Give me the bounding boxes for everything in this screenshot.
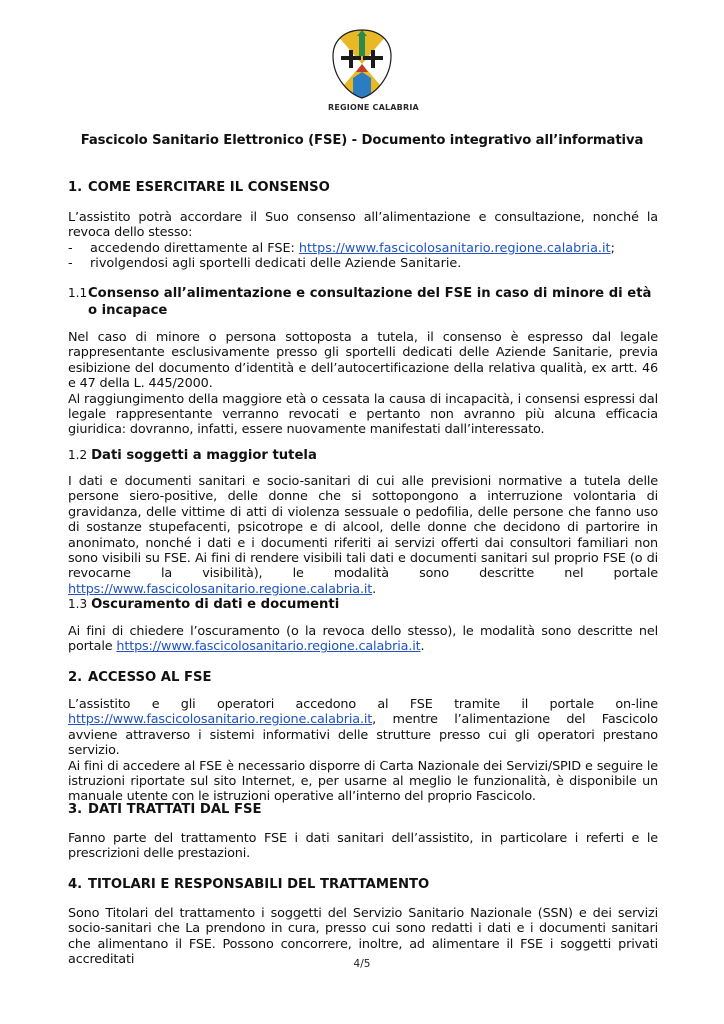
paragraph: Nel caso di minore o persona sottoposta a tutela, il consenso è espresso dal legale rappresentante esclusivamente presso gli sportelli dedicati delle Aziende Sanitarie, previa esibizione del documento d’identità e dell’autocertificazione della relativa qualità, ex artt. 46 e 47 della L. 445/2000. xyxy=(68,330,658,392)
fse-portal-link[interactable]: https://www.fascicolosanitario.regione.calabria.it xyxy=(68,581,373,597)
section-number: 4. xyxy=(68,877,83,892)
paragraph: Al raggiungimento della maggiore età o cessata la causa di incapacità, i consensi espressi dal legale rappresentante verranno revocati e pertanto non avranno più alcuna efficacia giuridica: dovranno, infatti, essere nuovamente manifestati dall’interessato. xyxy=(68,391,658,438)
section-number: 1.3 xyxy=(68,597,88,611)
section-title: TITOLARI E RESPONSABILI DEL TRATTAMENTO xyxy=(88,877,430,892)
word: accedono xyxy=(295,697,357,712)
word: tramite xyxy=(454,697,501,712)
list-item-tail: ; xyxy=(610,240,615,256)
section-number: 1. xyxy=(68,180,83,195)
list-item xyxy=(68,256,658,271)
section-1-heading xyxy=(68,180,658,195)
paragraph xyxy=(68,624,658,655)
list-item-text: accedendo direttamente al FSE: xyxy=(90,240,299,256)
paragraph: Sono Titolari del trattamento i soggetti del Servizio Sanitario Nazionale (SSN) e dei servizi socio-sanitari che La prendono in cura, presso cui sono redatti i dati e i documenti sanitari che alimentano il FSE. Possono concorrere, inoltre, ad alimentare il FSE i soggetti privati accreditati xyxy=(68,906,658,968)
regione-calabria-logo xyxy=(328,28,419,120)
section-title: Consenso all’alimentazione e consultazione del FSE in caso di minore di età o incapace xyxy=(88,286,652,318)
list-dash: - xyxy=(68,240,73,256)
paragraph xyxy=(68,712,658,758)
section-title: Oscuramento di dati e documenti xyxy=(91,597,340,612)
list-dash: - xyxy=(68,256,73,272)
section-1-2-body xyxy=(68,474,658,597)
word: portale xyxy=(549,697,594,712)
section-3-heading xyxy=(68,802,658,817)
section-2-body xyxy=(68,697,658,805)
logo-caption: REGIONE CALABRIA xyxy=(328,103,419,112)
section-2-heading xyxy=(68,670,658,685)
word: al xyxy=(377,697,389,712)
word: L’assistito xyxy=(68,697,131,712)
section-number: 3. xyxy=(68,802,83,817)
paragraph xyxy=(68,697,658,712)
word: FSE xyxy=(409,697,433,712)
section-title: COME ESERCITARE IL CONSENSO xyxy=(88,180,330,195)
page-number: 4/5 xyxy=(353,958,371,970)
section-number: 1.2 xyxy=(68,448,88,462)
word: gli xyxy=(180,697,196,712)
word: on-line xyxy=(615,697,658,712)
paragraph-text: I dati e documenti sanitari e socio-sanitari di cui alle previsioni normative a tutela delle persone siero-positive, delle donne che si sottopongono a interruzione volontaria di gravidanza, delle vittime di atti di violenza sessuale o pedofilia, delle persone che fanno uso di sostanze stupefacenti, psicotrope e di alcool, delle donne che decidono di partorire in anonimato, nonché i dati e i documenti riferiti ai servizi offerti dai consultori familiari non sono visibili su FSE. Ai fini di rendere visibili tali dati e documenti sanitari sul proprio FSE (o di revocarne la visibilità), le modalità sono descritte nel portale xyxy=(68,474,658,582)
paragraph: Ai fini di accedere al FSE è necessario disporre di Carta Nazionale dei Servizi/SPID e seguire le istruzioni riportate sul sito Internet, e, per usarne al meglio le funzionalità, è disponibile un manuale utente con le istruzioni operative all’interno del proprio Fascicolo. xyxy=(68,758,658,805)
section-1-1-heading xyxy=(68,285,658,319)
list-item-text: rivolgendosi agli sportelli dedicati delle Aziende Sanitarie. xyxy=(90,256,462,272)
section-1-3-heading xyxy=(68,596,658,613)
document-title: Fascicolo Sanitario Elettronico (FSE) - Documento integrativo all’informativa xyxy=(80,133,644,148)
section-number: 1.1 xyxy=(68,286,88,300)
section-1-3-body xyxy=(68,624,658,655)
paragraph-tail: . xyxy=(420,639,425,655)
paragraph-tail: , mentre l’alimentazione del Fascicolo avviene attraverso i sistemi informativi delle strutture presso cui gli operatori prestano servizio. xyxy=(68,712,658,759)
coat-of-arms-icon xyxy=(331,28,393,100)
paragraph-tail: . xyxy=(372,581,377,597)
section-number: 2. xyxy=(68,670,83,685)
section-title: DATI TRATTATI DAL FSE xyxy=(88,802,262,817)
fse-portal-link[interactable]: https://www.fascicolosanitario.regione.calabria.it xyxy=(116,639,421,655)
paragraph: Fanno parte del trattamento FSE i dati sanitari dell’assistito, in particolare i referti e le prescrizioni delle prestazioni. xyxy=(68,831,658,862)
fse-portal-link[interactable]: https://www.fascicolosanitario.regione.calabria.it xyxy=(298,240,611,256)
list-item xyxy=(68,241,658,256)
section-title: ACCESSO AL FSE xyxy=(88,670,212,685)
section-1-body xyxy=(68,210,658,272)
section-1-1-body xyxy=(68,330,658,438)
paragraph-text: Ai fini di chiedere l’oscuramento (o la revoca dello stesso), le modalità sono descritte nel portale xyxy=(68,624,658,655)
fse-portal-link[interactable]: https://www.fascicolosanitario.regione.calabria.it xyxy=(68,712,373,728)
section-3-body xyxy=(68,831,658,862)
paragraph xyxy=(68,474,658,597)
word: e xyxy=(151,697,160,712)
section-1-2-heading xyxy=(68,447,658,464)
word: il xyxy=(521,697,529,712)
section-title: Dati soggetti a maggior tutela xyxy=(91,448,317,463)
paragraph: L’assistito potrà accordare il Suo consenso all’alimentazione e consultazione, nonché la revoca dello stesso: xyxy=(68,210,658,241)
section-4-heading xyxy=(68,877,658,892)
word: operatori xyxy=(216,697,275,712)
